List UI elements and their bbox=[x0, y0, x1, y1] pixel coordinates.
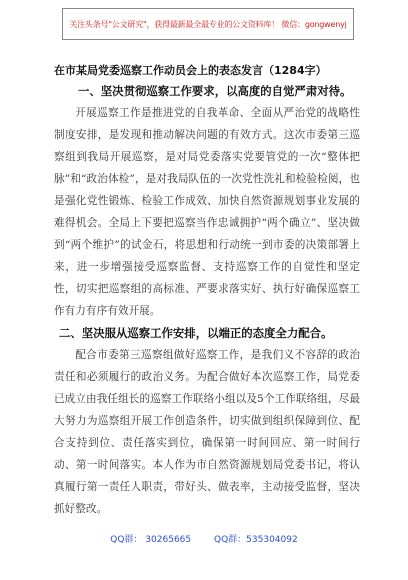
section1-paragraph: 开展巡察工作是推进党的自我革命、全面从严治党的战略性制度安排，是发现和推动解决问题的有效方式。这次市委第三巡察组到我局开展巡察，是对局党委落实党要管党的一次“整体把脉”和“政治体检”，是对我局队伍的一次党性洗礼和检验检阅，也是强化党性锻炼、检验工作成效、加快自然资源规划事业发展的难得机会。全局上下要把巡察当作忠诚拥护“两个确立”、坚决做到“两个维护”的试金石，将思想和行动统一到市委的决策部署上来，进一步增强接受巡察监督、支持巡察工作的自觉性和坚定性，切实把巡察组的高标准、严要求落实好、执行好确保巡察工作有力有序有效开展。 bbox=[54, 107, 360, 317]
header-banner-text: 关注头条号"公文研究"，获得最新最全最专业的公文资料库！ 微信：gongwenyj bbox=[69, 19, 347, 29]
section2-paragraph: 配合市委第三巡察组做好巡察工作，是我们义不容辞的政治责任和必须履行的政治义务。为配合做好本次巡察工作，局党委已成立由我任组长的巡察工作联络小组以及5个工作联络组，尽最大努力为巡察组开展工作创造条件，切实做到组织保障到位、配合支持到位、责任落实到位，确保第一时间回应、第一时间行动、第一时间落实。本人作为市自然资源规划局党委书记，将认真履行第一责任人职责，带好头、做表率，主动接受监督，坚决抓好整改。 bbox=[54, 349, 360, 515]
section2-heading: 二、坚决服从巡察工作安排，以端正的态度全力配合。 bbox=[59, 326, 333, 340]
document-body bbox=[54, 62, 360, 520]
footer-contact: QQ群： 30265665 QQ群：535304092 bbox=[110, 535, 298, 545]
document-title: 在市某局党委巡察工作动员会上的表态发言（1284字） bbox=[54, 64, 327, 77]
section1-heading: 一、坚决贯彻巡察工作要求，以高度的自觉严肃对待。 bbox=[78, 84, 352, 98]
header-banner bbox=[62, 8, 354, 40]
